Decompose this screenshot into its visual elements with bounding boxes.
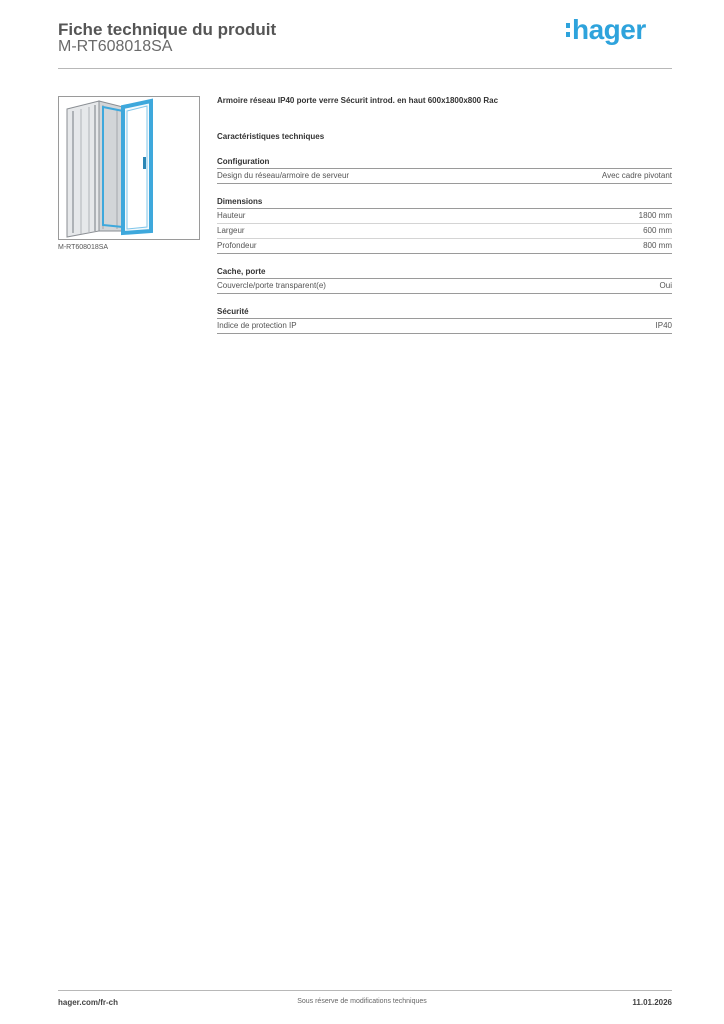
logo-dot-bottom (566, 32, 570, 37)
hager-logo (566, 14, 658, 48)
product-description: Armoire réseau IP40 porte verre Sécurit introd. en haut 600x1800x800 Rac (217, 96, 499, 105)
network-cabinet-illustration (59, 97, 199, 239)
group-title: Sécurité (217, 306, 672, 319)
footer-notice: Sous réserve de modifications techniques (297, 998, 427, 1005)
spec-label: Couvercle/porte transparent(e) (217, 281, 326, 290)
group-title: Cache, porte (217, 266, 672, 279)
page-title: Fiche technique du produit (58, 20, 277, 39)
spec-row (217, 224, 672, 239)
group-title: Dimensions (217, 196, 672, 209)
group-title: Configuration (217, 156, 672, 169)
spec-value: 600 mm (643, 226, 672, 235)
spec-value: Avec cadre pivotant (601, 171, 672, 180)
footer-date: 11.01.2026 (632, 998, 672, 1007)
spec-value: Oui (659, 281, 672, 290)
spec-label: Hauteur (217, 211, 246, 220)
spec-label: Design du réseau/armoire de serveur (217, 171, 350, 180)
group-configuration (217, 156, 672, 184)
spec-label: Profondeur (217, 241, 257, 250)
spec-row (217, 169, 672, 184)
spec-row (217, 319, 672, 334)
image-caption: M-RT608018SA (58, 244, 109, 251)
spec-row (217, 209, 672, 224)
product-details (217, 94, 672, 334)
group-security (217, 306, 672, 334)
group-dimensions (217, 196, 672, 254)
spec-label: Indice de protection IP (217, 321, 297, 330)
footer-website-link[interactable]: hager.com/fr-ch (58, 998, 119, 1007)
footer-divider (58, 990, 672, 991)
product-code-heading: M-RT608018SA (58, 38, 173, 55)
logo-text: hager (572, 14, 646, 45)
spec-row (217, 239, 672, 254)
spec-label: Largeur (217, 226, 245, 235)
product-image (58, 96, 200, 240)
technical-characteristics-title: Caractéristiques techniques (217, 132, 325, 141)
spec-value: IP40 (655, 321, 672, 330)
spec-value: 1800 mm (638, 211, 672, 220)
header-divider (58, 68, 672, 69)
logo-dot-top (566, 23, 570, 28)
group-cover-door (217, 266, 672, 294)
spec-value: 800 mm (643, 241, 672, 250)
spec-row (217, 279, 672, 294)
